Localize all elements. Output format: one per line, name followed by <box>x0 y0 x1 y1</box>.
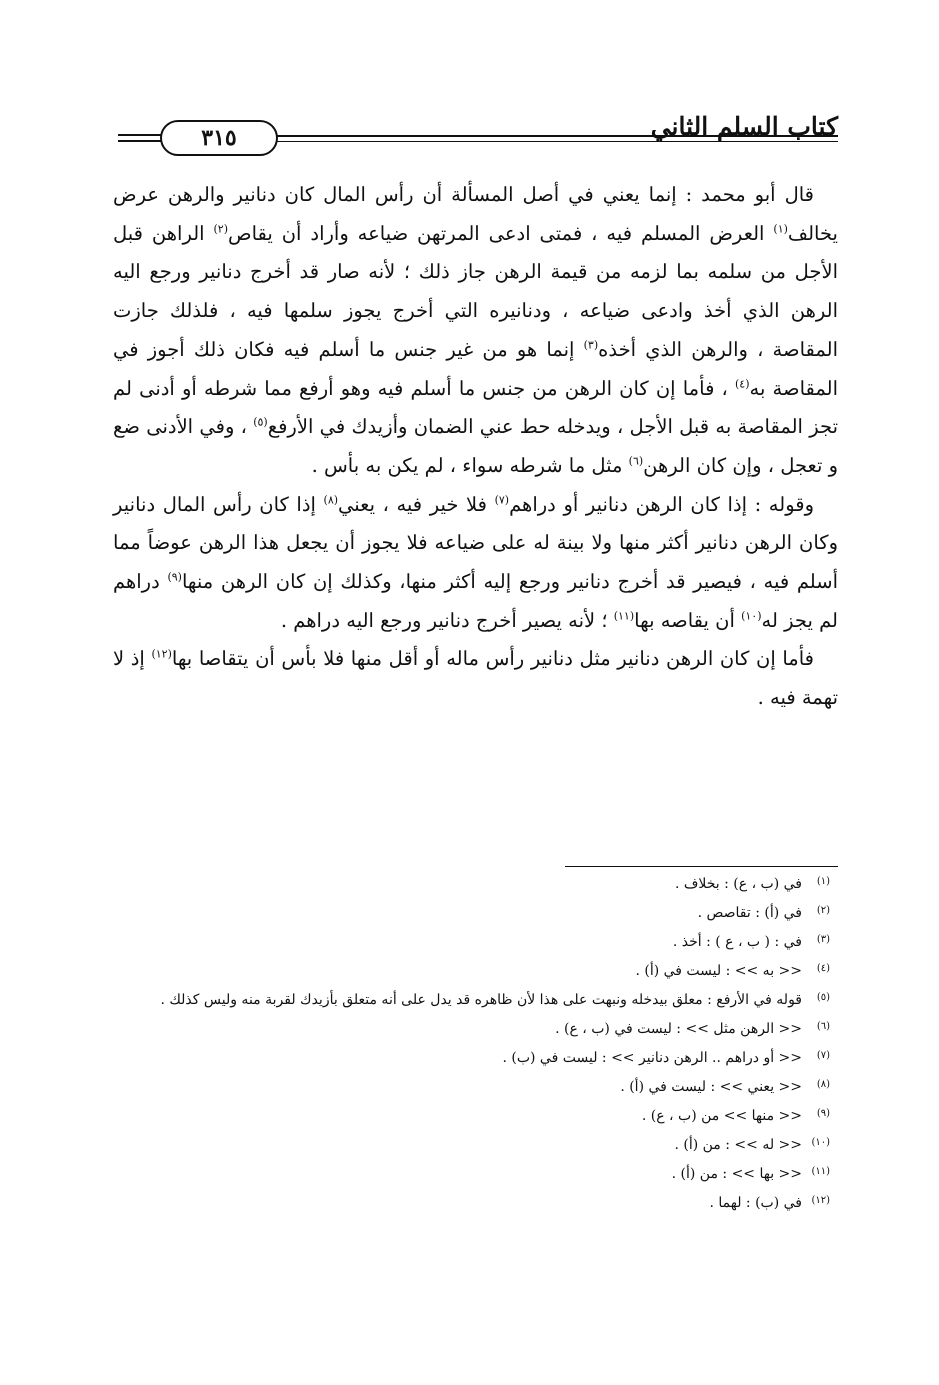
footnote-item <box>105 1019 830 1039</box>
footnote-text: << يعني >> : ليست في (أ) . <box>620 1079 802 1095</box>
page-header <box>118 112 838 162</box>
footnote-marker: (٧) <box>494 493 510 507</box>
body-paragraph <box>113 176 838 486</box>
footnote-item <box>105 874 830 894</box>
paragraph-text: إذا كان رأس المال دنانير وكان الرهن دنانير أكثر منها ولا بينة له على ضياعه فلا يجوز أن يجعل هذا الرهن عوضاً مما أسلم فيه ، فيصير قد أخرج دنانير ورجع إليه أكثر منها، وكذلك إن كان الرهن منها <box>113 492 839 594</box>
footnote-item <box>105 903 830 923</box>
footnote-number: (٩) <box>816 1108 830 1119</box>
paragraph-text: العرض المسلم فيه ، فمتى ادعى المرتهن ضياعه وأراد أن يقاص <box>228 221 774 245</box>
footnote-marker: (٣) <box>583 338 599 352</box>
footnote-marker: (٦) <box>628 454 644 468</box>
footnote-text: قوله في الأرفع : معلق بيدخله ونبهت على هذا لأن ظاهره قد يدل على أنه متعلق بأزيدك لقربة منه وليس كذلك . <box>160 992 802 1008</box>
paragraph-text: وقوله : إذا كان الرهن دنانير أو دراهم <box>509 492 815 516</box>
paragraph-text: ؛ لأنه يصير أخرج دنانير ورجع اليه دراهم . <box>280 608 614 632</box>
body-paragraph <box>113 486 838 641</box>
paragraph-text: دراهم لم يجز له <box>113 570 838 632</box>
footnote-text: في (ب) : لهما . <box>709 1195 802 1211</box>
footnote-item <box>105 1135 830 1155</box>
footnote-text: << بها >> : من (أ) . <box>671 1166 802 1182</box>
footnote-text: << الرهن مثل >> : ليست في (ب ، ع) . <box>555 1021 802 1037</box>
footnote-marker: (٢) <box>213 222 228 236</box>
page-number <box>160 120 278 156</box>
footnote-text: في (ب ، ع) : بخلاف . <box>674 876 802 892</box>
footnote-separator <box>565 866 838 867</box>
footnote-item <box>105 1048 830 1068</box>
footnote-item <box>105 932 830 952</box>
footnote-marker: (٩) <box>167 570 182 584</box>
paragraph-text: ، فأما إن كان الرهن من جنس ما أسلم فيه وهو أرفع مما شرطه أو أدنى لم تجز المقاصة به قبل الأجل ، ويدخله حط عني الضمان وأزيدك في الأرفع <box>113 376 838 439</box>
paragraph-text: أن يقاصه بها <box>634 608 742 632</box>
page-number-text: ٣١٥ <box>201 125 237 151</box>
footnote-marker: (١٢) <box>151 647 172 661</box>
main-text <box>113 176 838 718</box>
running-header-title: كتاب السلم الثاني <box>650 112 838 141</box>
footnote-text: << له >> : من (أ) . <box>674 1137 802 1153</box>
footnote-marker: (٨) <box>323 493 339 507</box>
paragraph-text: إذ لا تهمة فيه . <box>113 647 838 710</box>
footnotes-list <box>105 874 830 1222</box>
footnote-number: (١٠) <box>811 1137 830 1148</box>
footnote-item <box>105 1164 830 1184</box>
paragraph-text: فأما إن كان الرهن دنانير مثل دنانير رأس ماله أو أقل منها فلا بأس أن يتقاصا بها <box>171 647 815 671</box>
footnote-text: في : ( ب ، ع ) : أخذ . <box>672 934 802 950</box>
body-paragraph <box>113 640 838 717</box>
footnote-marker: (٥) <box>253 415 268 429</box>
footnote-number: (١١) <box>811 1166 830 1177</box>
paragraph-text: قال أبو محمد : إنما يعني في أصل المسألة أن رأس المال كان دنانير والرهن عرض يخالف <box>113 183 838 245</box>
footnote-number: (٤) <box>816 963 830 974</box>
footnote-item <box>105 1193 830 1213</box>
paragraph-text: مثل ما شرطه سواء ، لم يكن به بأس . <box>311 453 629 477</box>
footnote-number: (٦) <box>816 1021 830 1032</box>
header-rule-left-top <box>118 134 166 136</box>
footnote-item <box>105 961 830 981</box>
header-rule-right-bottom <box>276 141 838 142</box>
footnote-item <box>105 1106 830 1126</box>
footnote-text: في (أ) : تقاصص . <box>697 905 802 921</box>
header-rule-left-bottom <box>118 140 166 142</box>
footnote-text: << منها >> من (ب ، ع) . <box>641 1108 802 1124</box>
footnote-item <box>105 1077 830 1097</box>
footnote-item <box>105 990 830 1010</box>
footnote-marker: (١) <box>773 222 788 236</box>
paragraph-text: فلا خير فيه ، يعني <box>338 492 495 516</box>
footnote-number: (١٢) <box>811 1195 830 1206</box>
paragraph-text: ، وفي الأدنى ضع و تعجل ، وإن كان الرهن <box>113 415 838 477</box>
footnote-number: (٨) <box>816 1079 830 1090</box>
footnote-text: << أو دراهم .. الرهن دنانير >> : ليست في (ب) . <box>502 1050 802 1066</box>
footnote-marker: (١٠) <box>741 609 762 623</box>
footnote-number: (٧) <box>816 1050 830 1061</box>
footnote-text: << به >> : ليست في (أ) . <box>635 963 802 979</box>
footnote-number: (٢) <box>816 905 830 916</box>
footnote-marker: (٤) <box>735 377 750 391</box>
footnote-marker: (١١) <box>613 609 635 623</box>
paragraph-text: الراهن قبل الأجل من سلمه بما لزمه من قيمة الرهن جاز ذلك ؛ لأنه صار قد أخرج دنانير ورجع اليه الرهن الذي أخذ وادعى ضياعه ، ودنانيره التي أخرج يجوز سلمها فيه ، فلذلك جازت المقاصة ، والرهن الذي أخذه <box>113 221 839 361</box>
footnote-number: (١) <box>816 876 830 887</box>
footnote-number: (٣) <box>816 934 830 945</box>
footnote-number: (٥) <box>816 992 830 1003</box>
paragraph-text: إنما هو من غير جنس ما أسلم فيه فكان ذلك أجوز في المقاصة به <box>113 337 839 400</box>
